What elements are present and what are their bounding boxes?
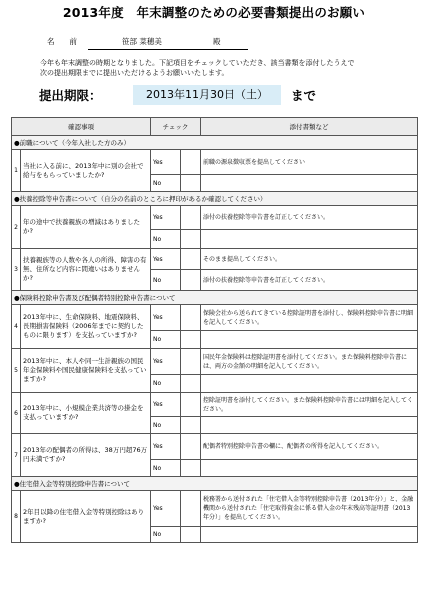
row-number: 8 xyxy=(12,491,21,543)
checkbox-yes[interactable] xyxy=(181,305,201,331)
question-text: 2013年中に、小規模企業共済等の掛金を支払っていますか? xyxy=(21,393,151,434)
deadline-row xyxy=(0,85,428,107)
row-number: 2 xyxy=(12,206,21,249)
option-yes: Yes xyxy=(151,393,181,417)
table-row xyxy=(12,349,418,375)
checkbox-no[interactable] xyxy=(181,527,201,543)
question-text: 年の途中で扶養親族の増減はありましたか? xyxy=(21,206,151,249)
intro-line: 今年も年末調整の時期となりました。下記項目をチェックしていただき、該当書類を添付したうえで xyxy=(40,59,355,67)
yes-note: 添付の扶養控除等申告書を訂正してください。 xyxy=(201,206,418,230)
table-row xyxy=(12,206,418,230)
option-no: No xyxy=(151,375,181,393)
deadline-date: 2013年11月30日（土） xyxy=(133,85,281,105)
name-row xyxy=(0,36,428,48)
option-no: No xyxy=(151,417,181,434)
checkbox-no[interactable] xyxy=(181,331,201,349)
checkbox-yes[interactable] xyxy=(181,249,201,270)
header-item: 確認事項 xyxy=(12,118,151,136)
row-number: 6 xyxy=(12,393,21,434)
row-number: 3 xyxy=(12,249,21,291)
option-yes: Yes xyxy=(151,305,181,331)
checkbox-no[interactable] xyxy=(181,460,201,477)
option-no: No xyxy=(151,270,181,291)
row-number: 7 xyxy=(12,434,21,477)
no-note xyxy=(201,417,418,434)
checkbox-no[interactable] xyxy=(181,375,201,393)
option-no: No xyxy=(151,460,181,477)
name-value: 笹部 菜穂美 xyxy=(122,37,162,46)
option-yes: Yes xyxy=(151,249,181,270)
question-text: 当社に入る前に、2013年中に別の会社で給与をもらっていましたか? xyxy=(21,150,151,192)
section-header xyxy=(12,192,418,206)
table-row xyxy=(12,393,418,417)
deadline-suffix: まで xyxy=(291,88,317,103)
yes-note: 配偶者特別控除申告書の欄に、配偶者の所得を記入してください。 xyxy=(201,434,418,460)
yes-note: そのまま提出してください。 xyxy=(201,249,418,270)
row-number: 1 xyxy=(12,150,21,192)
section-title: ●扶養控除等申告書について（自分の名前のところに押印があるか確認してください） xyxy=(12,192,418,206)
yes-note: 保険会社から送られてきている控除証明書を添付し、保険料控除申告書に明細を記入してください。 xyxy=(201,305,418,331)
header-docs: 添付書類など xyxy=(201,118,418,136)
row-number: 5 xyxy=(12,349,21,393)
option-yes: Yes xyxy=(151,491,181,527)
table-header-row xyxy=(12,118,418,136)
section-header xyxy=(12,477,418,491)
section-title: ●住宅借入金等特別控除申告書について xyxy=(12,477,418,491)
question-text: 扶養親族等の人数や各人の所得、障害の有無、住所など内容に間違いはありませんか? xyxy=(21,249,151,291)
question-text: 2013年中に、生命保険料、地震保険料、長期損害保険料（2006年までに契約したものに限ります）を支払っていますか? xyxy=(21,305,151,349)
checkbox-no[interactable] xyxy=(181,270,201,291)
no-note xyxy=(201,527,418,543)
question-text: 2013年の配偶者の所得は、38万円超76万円未満ですか? xyxy=(21,434,151,477)
name-label: 名 前 xyxy=(47,37,77,46)
intro-line: 次の提出期限までに提出いただけるようお願いいたします。 xyxy=(40,69,229,77)
section-title: ●前職について（今年入社した方のみ） xyxy=(12,136,418,150)
no-note xyxy=(201,230,418,249)
checkbox-yes[interactable] xyxy=(181,434,201,460)
header-check: チェック xyxy=(151,118,201,136)
question-text: 2013年中に、本人や同一生計親族の国民年金保険料や国民健康保険料を支払っていますか? xyxy=(21,349,151,393)
intro-text xyxy=(40,58,400,78)
yes-note: 前職の源泉徴収票を提出してください xyxy=(201,150,418,175)
name-underline xyxy=(88,49,248,50)
yes-note: 国民年金保険料は控除証明書を添付してください。また保険料控除申告書には、両方の金額の明細を記入してください。 xyxy=(201,349,418,375)
table-row xyxy=(12,150,418,175)
table-row xyxy=(12,491,418,527)
option-yes: Yes xyxy=(151,150,181,175)
row-number: 4 xyxy=(12,305,21,349)
honorific: 殿 xyxy=(213,37,221,46)
page-title: 2013年度 年末調整のための必要書類提出のお願い xyxy=(62,5,366,20)
option-yes: Yes xyxy=(151,206,181,230)
checkbox-yes[interactable] xyxy=(181,150,201,175)
no-note xyxy=(201,331,418,349)
section-header xyxy=(12,291,418,305)
section-header xyxy=(12,136,418,150)
checkbox-yes[interactable] xyxy=(181,393,201,417)
table-row xyxy=(12,305,418,331)
checklist-table xyxy=(11,117,418,543)
checkbox-yes[interactable] xyxy=(181,349,201,375)
checkbox-no[interactable] xyxy=(181,230,201,249)
table-row xyxy=(12,434,418,460)
yes-note: 控除証明書を添付してください。また保険料控除申告書には明細を記入してください。 xyxy=(201,393,418,417)
option-no: No xyxy=(151,230,181,249)
option-yes: Yes xyxy=(151,349,181,375)
question-text: 2年目以降の住宅借入金等特別控除はありますか? xyxy=(21,491,151,543)
option-no: No xyxy=(151,331,181,349)
deadline-label: 提出期限： xyxy=(39,88,102,103)
option-yes: Yes xyxy=(151,434,181,460)
option-no: No xyxy=(151,175,181,192)
no-note xyxy=(201,175,418,192)
checkbox-no[interactable] xyxy=(181,175,201,192)
checkbox-yes[interactable] xyxy=(181,491,201,527)
no-note: 添付の扶養控除等申告書を訂正してください。 xyxy=(201,270,418,291)
no-note xyxy=(201,375,418,393)
section-title: ●保険料控除申告書及び配偶者特別控除申告書について xyxy=(12,291,418,305)
no-note xyxy=(201,460,418,477)
table-row xyxy=(12,249,418,270)
checkbox-no[interactable] xyxy=(181,417,201,434)
option-no: No xyxy=(151,527,181,543)
yes-note: 税務署から送付された「住宅借入金等特別控除申告書（2013年分）」と、金融機関から送付された「住宅取得資金に係る借入金の年末残高等証明書（2013年分）」を提出してください。 xyxy=(201,491,418,527)
checkbox-yes[interactable] xyxy=(181,206,201,230)
